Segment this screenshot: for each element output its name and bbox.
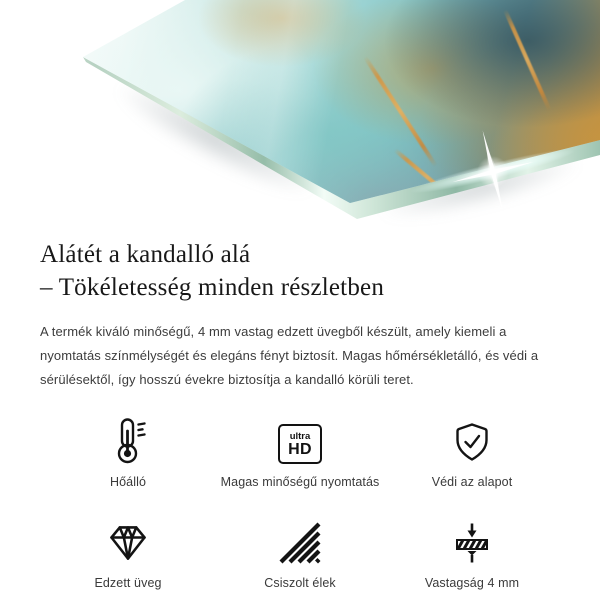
page-title (40, 238, 560, 304)
thermometer-icon (105, 414, 151, 464)
ultra-hd-text-bottom: HD (288, 440, 312, 458)
feature-polished-edges (214, 515, 386, 590)
product-image (0, 0, 600, 228)
feature-heat-resistant (42, 414, 214, 489)
thickness-press-icon (450, 515, 494, 565)
feature-label: Magas minőségű nyomtatás (220, 475, 380, 489)
feature-grid (42, 414, 558, 590)
feature-thickness (386, 515, 558, 590)
feature-label: Hőálló (109, 475, 147, 489)
feature-label: Edzett üveg (94, 576, 162, 590)
feature-label: Vastagság 4 mm (424, 576, 520, 590)
gold-vein (363, 56, 437, 167)
feature-tempered-glass (42, 515, 214, 590)
ultra-hd-badge (278, 424, 322, 464)
feature-print-quality (214, 414, 386, 489)
title-line-2: – Tökéletesség minden részletben (40, 274, 385, 301)
product-description: A termék kiváló minőségű, 4 mm vastag edzett üvegből készült, amely kiemeli a nyomtatás színmélységét és elegáns fényt biztosít. Magas hőmérsékletálló, és védi a sérülésektől, így hosszú évekre biztosítja a kandalló körüli teret. (40, 324, 539, 387)
gold-vein (503, 9, 551, 111)
feature-label: Csiszolt élek (264, 576, 336, 590)
ultra-hd-text-top: ultra (289, 430, 311, 442)
feature-base-protection (386, 414, 558, 489)
product-copy (0, 238, 600, 590)
title-line-1: Alátét a kandalló alá (40, 241, 251, 268)
feature-label: Védi az alapot (431, 475, 513, 489)
diamond-icon (105, 515, 151, 565)
sparkle-icon (448, 127, 538, 217)
shield-check-icon (450, 414, 494, 464)
polished-edges-icon (278, 515, 322, 565)
ultra-hd-icon (278, 414, 322, 464)
